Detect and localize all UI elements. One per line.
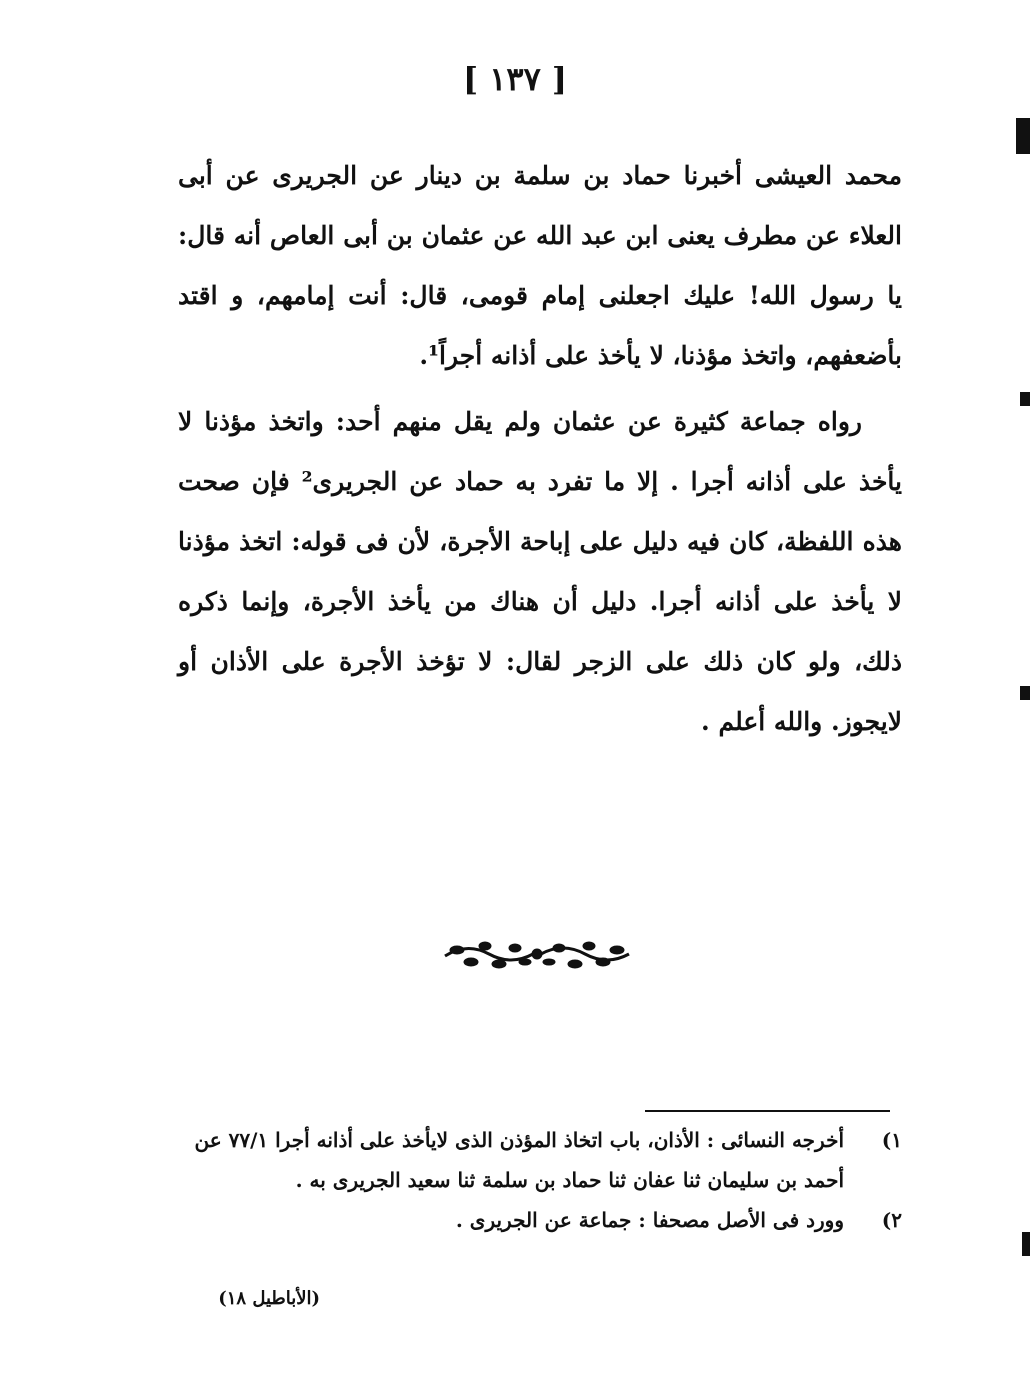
scan-edge-mark	[1022, 1232, 1030, 1256]
scan-edge-mark	[1020, 686, 1030, 700]
footnote-number: ٢)	[881, 1208, 902, 1232]
footnote-text: أخرجه النسائى : الأذان، باب اتخاذ المؤذن الذى لايأخذ على أذانه أجرا ٧٧/١ عن أحمد بن سليمان ثنا عفان ثنا حماد بن سلمة ثنا سعيد الجريرى به .	[194, 1128, 844, 1192]
scan-edge-mark	[1016, 118, 1030, 154]
footnote-number: ١)	[881, 1128, 902, 1152]
footnote-1	[178, 1120, 902, 1200]
main-text	[178, 146, 902, 758]
paragraph-commentary: رواه جماعة كثيرة عن عثمان ولم يقل منهم أحد: واتخذ مؤذنا لا يأخذ على أذانه أجرا . إلا ما تفرد به حماد عن الجريرى² فإن صحت هذه اللفظة، كان فيه دليل على إباحة الأجرة، لأن فى قوله: اتخذ مؤذنا لا يأخذ على أذانه أجرا. دليل أن هناك من يأخذ الأجرة، وإنما ذكره ذلك، ولو كان ذلك على الزجر لقال: لا تؤخذ الأجرة على الأذان أو لايجوز. والله أعلم .	[178, 407, 902, 736]
footnote-2	[178, 1200, 902, 1240]
footnote-separator	[645, 1110, 890, 1112]
scan-edge-mark	[1020, 392, 1030, 406]
paragraph-hadith: محمد العيشى أخبرنا حماد بن سلمة بن دينار عن الجريرى عن أبى العلاء عن مطرف يعنى ابن عبد الله عن عثمان بن أبى العاص أنه قال: يا رسول الله! عليك اجعلنى إمام قومى، قال: أنت إمامهم، و اقتد بأضعفهم، واتخذ مؤذنا، لا يأخذ على أذانه أجراً¹.	[178, 161, 902, 370]
signature-mark: (الأباطيل ١٨)	[218, 1288, 320, 1309]
floral-divider-icon	[437, 934, 637, 976]
footnotes	[178, 1120, 902, 1240]
page-number: [ ١٣٧ ]	[462, 60, 568, 98]
footnote-text: وورد فى الأصل مصحفا : جماعة عن الجريرى .	[455, 1208, 844, 1232]
